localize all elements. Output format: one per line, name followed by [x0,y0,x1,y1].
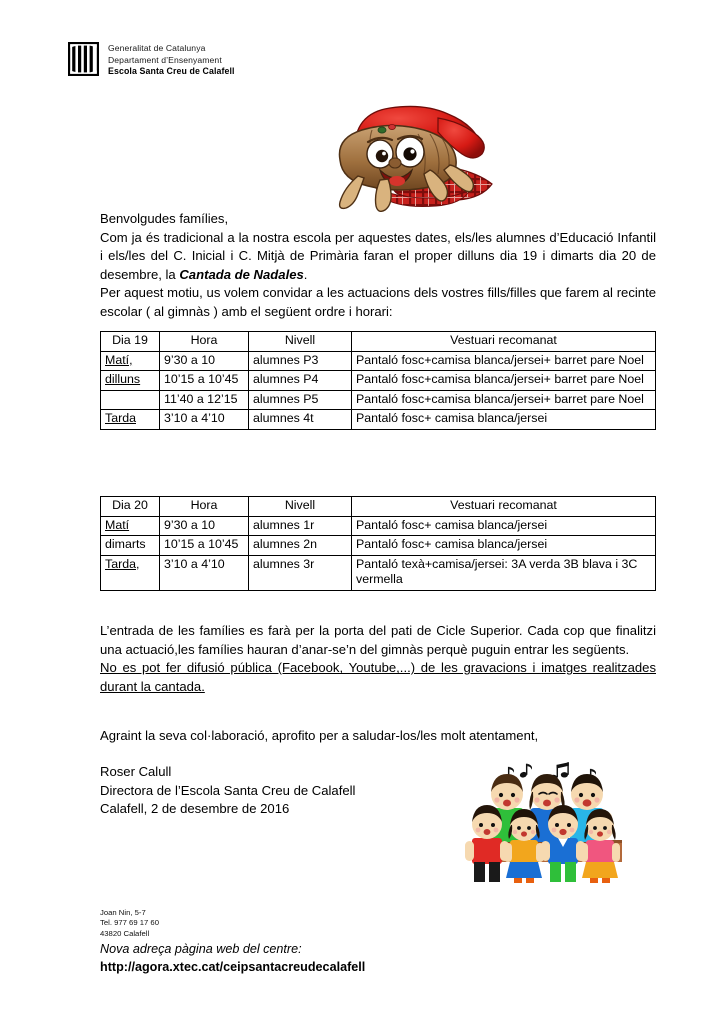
table-header-row [101,497,656,517]
cell-dress: Pantaló fosc+camisa blanca/jersei+ barret pare Noel [352,351,656,371]
cell-level: alumnes 4t [249,410,352,430]
no-public-sharing-notice: No es pot fer difusió pública (Facebook, Youtube,...) de les gravacions i imatges realitzades durant la cantada. [100,660,656,694]
schedule-table-day20 [100,496,656,591]
footer-block [100,908,365,975]
table-row [101,516,656,536]
signature-role: Directora de l’Escola Santa Creu de Calafell [100,782,356,798]
children-choir-illustration [458,762,638,884]
cell-hour: 3’10 a 4’10 [160,555,249,590]
cell-hour: 10’15 a 10’45 [160,536,249,556]
cell-hour: 3’10 a 4’10 [160,410,249,430]
cell-level: alumnes P4 [249,371,352,391]
table-row [101,536,656,556]
letterhead-text [108,42,235,78]
cell-hour: 11’40 a 12’15 [160,390,249,410]
event-name-emphasis: Cantada de Nadales [179,266,304,282]
tio-de-nadal-illustration [318,100,498,212]
cell-hour: 9’30 a 10 [160,516,249,536]
signature-name: Roser Calull [100,764,172,779]
table-body-day20 [101,516,656,590]
cell-dress: Pantaló fosc+camisa blanca/jersei+ barret pare Noel [352,390,656,410]
signature-block [100,763,355,819]
cell-dress: Pantaló texà+camisa/jersei: 3A verda 3B blava i 3C vermella [352,555,656,590]
intro-paragraph-pre: Com ja és tradicional a la nostra escola per aquestes dates, els/les alumnes d’Educació Infantil i els/les del C. Inicial i C. Mitjà de Primària faran el proper dilluns dia 19 i dimarts dia 20 de desembre, la [100,229,656,282]
closing-block [100,622,656,696]
table-row [101,390,656,410]
cell-hour: 10’15 a 10’45 [160,371,249,391]
cell-day: Tarda, [101,555,160,590]
table-row [101,410,656,430]
letterhead-line-school: Escola Santa Creu de Calafell [108,66,235,76]
footer-web-url[interactable]: http://agora.xtec.cat/ceipsantacreudecalafell [100,959,366,974]
cell-dress: Pantaló fosc+ camisa blanca/jersei [352,516,656,536]
cell-day: dimarts [101,536,160,556]
signature-place-date: Calafell, 2 de desembre de 2016 [100,801,290,817]
table-row [101,555,656,590]
table-row [101,371,656,391]
invitation-paragraph: Per aquest motiu, us volem convidar a les actuacions dels vostres fills/filles que farem al recinte escolar ( al gimnàs ) amb el següent ordre i horari: [100,285,656,319]
cell-dress: Pantaló fosc+ camisa blanca/jersei [352,536,656,556]
cell-dress: Pantaló fosc+ camisa blanca/jersei [352,410,656,430]
entry-instructions-paragraph: L’entrada de les famílies es farà per la porta del pati de Cicle Superior. Cada cop que finalitzi una actuació,les famílies hauran d’anar-se’n del gimnàs perquè puguin entrar les següents. [100,623,656,657]
col-header-level: Nivell [249,332,352,352]
col-header-level: Nivell [249,497,352,517]
col-header-hour: Hora [160,497,249,517]
cell-day [101,390,160,410]
cell-hour: 9’30 a 10 [160,351,249,371]
col-header-dress: Vestuari recomanat [352,497,656,517]
col-header-day: Dia 19 [101,332,160,352]
cell-level: alumnes 1r [249,516,352,536]
cell-level: alumnes P3 [249,351,352,371]
table-row [101,351,656,371]
greeting-paragraph: Agraint la seva col·laboració, aprofito per a saludar-los/les molt atentament, [100,728,539,743]
intro-paragraph-post: . [303,266,308,282]
cell-day: dilluns [101,371,160,391]
col-header-dress: Vestuari recomanat [352,332,656,352]
footer-postal: 43820 Calafell [100,928,150,938]
footer-phone: Tel. 977 69 17 60 [100,918,159,928]
cell-dress: Pantaló fosc+camisa blanca/jersei+ barret pare Noel [352,371,656,391]
footer-address: Joan Nin, 5-7 [100,908,146,917]
table-body-day19 [101,351,656,429]
letter-body [100,210,656,322]
generalitat-de-catalunya-logo-icon [68,42,99,76]
schedule-table-day19 [100,331,656,430]
cell-day: Tarda [101,410,160,430]
col-header-hour: Hora [160,332,249,352]
letterhead-line-government: Generalitat de Catalunya [108,43,206,53]
cell-day: Matí, [101,351,160,371]
footer-web-label: Nova adreça pàgina web del centre: [100,941,302,956]
table-header-row [101,332,656,352]
cell-day: Matí [101,516,160,536]
cell-level: alumnes P5 [249,390,352,410]
intro-paragraph [100,229,656,285]
cell-level: alumnes 2n [249,536,352,556]
cell-level: alumnes 3r [249,555,352,590]
salutation: Benvolgudes famílies, [100,211,229,226]
letterhead-line-department: Departament d’Ensenyament [108,54,222,65]
letterhead [68,42,235,78]
col-header-day: Dia 20 [101,497,160,517]
